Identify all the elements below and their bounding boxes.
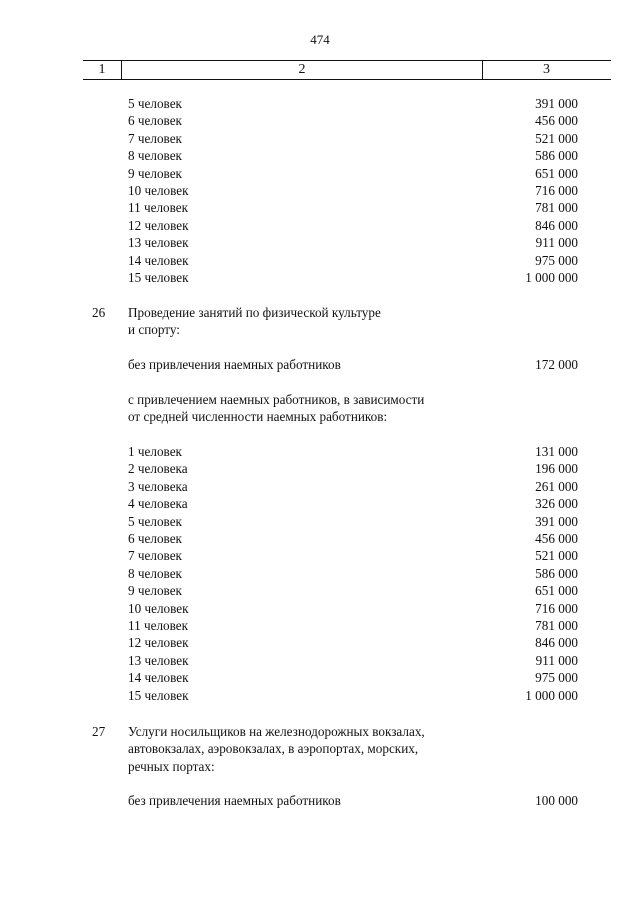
row-label: 7 человек	[128, 548, 182, 564]
row-label: 15 человек	[128, 687, 189, 703]
row-value: 911 000	[535, 652, 578, 668]
header-col-3: 3	[543, 62, 550, 77]
row-label: 5 человек	[128, 513, 182, 529]
row-label: без привлечения наемных работников	[128, 357, 341, 372]
row-label: 12 человек	[128, 217, 189, 233]
row-label: 14 человек	[128, 252, 189, 268]
item-number: 27	[92, 724, 106, 739]
row-label: 1 человек	[128, 444, 182, 459]
item-title-line: и спорту:	[128, 322, 180, 338]
row-label: 6 человек	[128, 531, 182, 546]
row-label: 11 человек	[128, 618, 189, 633]
row-value: 651 000	[535, 165, 578, 181]
row-value: 261 000	[535, 478, 578, 494]
row-label: 6 человек	[128, 113, 182, 129]
section-subtitle-line: от средней численности наемных работников:	[128, 409, 388, 425]
item-title-line: автовокзалах, аэровокзалах, в аэропортах, морских,	[128, 741, 419, 757]
item-number: 26	[92, 305, 106, 320]
row-value: 716 000	[535, 600, 578, 616]
section-subtitle-line: с привлечением наемных работников, в зависимости	[128, 392, 425, 407]
row-label: 3 человека	[128, 478, 188, 494]
row-value: 326 000	[535, 496, 578, 512]
row-label: 8 человек	[128, 148, 182, 164]
row-value: 196 000	[535, 461, 578, 477]
row-label: 4 человека	[128, 496, 188, 512]
row-label: без привлечения наемных работников	[128, 793, 341, 808]
row-label: 11 человек	[128, 200, 189, 216]
row-label: 10 человек	[128, 600, 189, 616]
row-value: 911 000	[535, 235, 578, 251]
row-label: 7 человек	[128, 130, 182, 146]
row-value: 586 000	[535, 148, 578, 164]
row-value: 521 000	[535, 130, 578, 146]
header-col-1: 1	[98, 62, 106, 77]
row-value: 975 000	[535, 252, 578, 268]
row-value: 521 000	[535, 548, 578, 564]
row-value: 781 000	[535, 618, 578, 633]
row-value: 586 000	[535, 565, 578, 581]
row-label: 9 человек	[128, 583, 182, 599]
item-title-line: Услуги носильщиков на железнодорожных вокзалах,	[128, 724, 425, 739]
row-label: 10 человек	[128, 183, 189, 198]
row-value: 456 000	[535, 531, 578, 546]
row-label: 13 человек	[128, 235, 189, 251]
row-value: 391 000	[535, 513, 578, 529]
row-label: 2 человека	[128, 461, 188, 477]
row-value: 391 000	[535, 96, 578, 111]
row-value: 1 000 000	[525, 270, 578, 285]
row-value: 1 000 000	[525, 687, 578, 703]
row-value: 846 000	[535, 217, 578, 233]
row-label: 12 человек	[128, 635, 189, 651]
row-label: 14 человек	[128, 670, 189, 686]
row-value: 716 000	[535, 183, 578, 198]
row-value: 456 000	[535, 113, 578, 129]
row-value: 846 000	[535, 635, 578, 651]
header-col-2: 2	[121, 61, 483, 79]
row-label: 15 человек	[128, 270, 189, 285]
page-number: 474	[310, 32, 330, 47]
row-value: 131 000	[535, 444, 578, 459]
row-value: 975 000	[535, 670, 578, 686]
row-value: 781 000	[535, 200, 578, 216]
row-label: 9 человек	[128, 165, 182, 181]
item-title-line: речных портах:	[128, 758, 215, 774]
row-label: 5 человек	[128, 96, 182, 111]
row-label: 8 человек	[128, 565, 182, 581]
row-value: 172 000	[535, 357, 578, 372]
row-value: 100 000	[535, 793, 578, 808]
item-title-line: Проведение занятий по физической культуре	[128, 305, 381, 320]
row-label: 13 человек	[128, 652, 189, 668]
row-value: 651 000	[535, 583, 578, 599]
